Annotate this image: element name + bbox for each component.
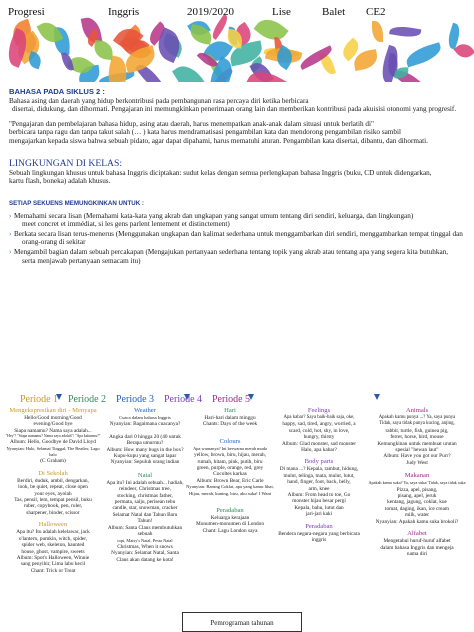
col5-text: pisang, apel, jeruk [397, 493, 437, 500]
periode-5-label: Periode 5 [212, 394, 251, 405]
leaf-decoration [172, 60, 210, 82]
bahasa-line-3: "Pengajaran dan pembelajaran bahasa hidup, asing atau daerah, harus menempatkan anak-anak dalam situasi untuk berlatih di" [9, 119, 374, 128]
col2-text: Kupu-kupu yang sangat lapar [113, 453, 177, 460]
header-part-progresi: Progresi [8, 6, 45, 18]
periode-row [20, 390, 470, 406]
setiap-bullet-1-line-b: meet concret et immédiat, si les gens parlent lentement et distinctement) [22, 220, 230, 229]
col3-text: Apa warnanya? Ini berwarna merah muda [193, 445, 267, 451]
col4-text: scard, cold, hot, shy, in love, [288, 427, 350, 434]
col3-category-peradaban: Peradaban [216, 507, 244, 515]
col1-text: Nyanyian: Halo, Selamat Tinggal, The Beatles; Lagu halo [6, 445, 100, 458]
setiap-bullet-3-line-a: Mengambil bagian dalam sebuah percakapan (Mengajukan pertanyaan sederhana tentang topik yang akrab atau tentang apa yang segera kita butuhkan, [14, 247, 449, 256]
col5-text: spesial "hewan laut" [395, 447, 439, 454]
col4-text: Album: From head to toe, Go [287, 492, 351, 499]
col5-text: Kemungkinan untuk membuat urutan [377, 440, 457, 447]
col5-text: kentang, jagung, coklat, kue [387, 499, 447, 506]
setiap-bullet-2 [9, 230, 466, 247]
col5-text: Apakah kamu punya ...? Ya, saya punya [378, 415, 456, 420]
col3-category-hari: Hari [224, 407, 236, 414]
col1-text: Album: Spot's Halloween, Winnie [16, 554, 90, 561]
col1-text: Chant: Trick or Treat [30, 567, 76, 574]
leaf-decoration [372, 21, 384, 42]
header-title-row [0, 6, 474, 22]
col1-block-2 [4, 478, 102, 516]
col1-text: o'lantern, pumkin, witch, spider, [18, 535, 88, 542]
col3-block-1 [186, 415, 274, 428]
section-setiap-title: SETIAP SEKUENS MEMUNGKINKAN UNTUK : [9, 200, 144, 207]
col4-text: happy, sad, tired, angry, worried, a [282, 421, 356, 428]
col2-text: stocking, christmas father, [117, 492, 173, 499]
col4-text: mulut, telinga, mata, mulut, lutut, [283, 472, 355, 479]
col2-text: Berapa umurmu? [126, 440, 164, 447]
setiap-bullet-3 [9, 248, 466, 265]
column-periode-2 [100, 407, 190, 568]
col3-text: Chants: Days of the week [202, 421, 258, 428]
col4-category-feelings: Feelings [307, 407, 331, 414]
col3-text: Hari-hari dalam minggu [204, 415, 256, 421]
col4-block-2 [272, 466, 366, 517]
col2-text: reindeer, Christmas tree, [119, 486, 171, 493]
col2-text: Claus akan datang ke kota! [116, 556, 174, 563]
lingkungan-line-2: kartu flash, boneka) adalah khusus. [9, 177, 111, 186]
col1-text: "Hey"! "Siapa namamu? Nama saya adalah"\ "Apa kabarmu?" [5, 434, 101, 439]
header-banner [0, 0, 474, 82]
setiap-bullet-2-line-b: orang-orang di sekitar [22, 238, 86, 247]
periode-3-label: Periode 3 [116, 394, 155, 405]
col2-text: Album: Santa Claus membutuhkan sebuah [107, 524, 183, 538]
col1-text: Berdiri, duduk, ambil, dengarkan, [17, 477, 89, 484]
col4-text: hungry, thirsty [303, 434, 335, 441]
col1-category-sekolah: Di Sekolah [38, 469, 68, 477]
col1-block-1 [4, 415, 102, 465]
col4-text: Halo, apa kabar? [301, 447, 337, 454]
col2-text: Angka dari 0 hingga 20 (40 untuk [109, 433, 181, 440]
col4-text: Di mana ...? Kepala, rambut, hidung, [279, 466, 359, 473]
col4-text: Apa kabar? Saya baik-baik saja, oke, [283, 415, 355, 420]
col1-category-menyapa: Mengekspresikan diri - Menyapa [9, 407, 97, 414]
col3-text: yellow, brown, biru, hijau, merah, [194, 452, 266, 459]
col3-text: Chant: Lagu London saya [202, 527, 258, 534]
section-bahasa-title: BAHASA PADA SIKLUS 2 : [9, 87, 105, 96]
col5-category-animals: Animals [405, 407, 429, 414]
col2-text: permata, salju, perisean tebu [114, 499, 176, 506]
header-part-balet: Balet [322, 6, 346, 18]
col4-text: jari-jari kaki [305, 511, 333, 518]
col4-block-3 [272, 531, 366, 544]
col2-category-weather: Weather [134, 407, 156, 414]
col3-text: Cocoltes karkas [213, 471, 247, 478]
col4-text: monster hijau besar pergi [292, 498, 346, 505]
col2-text: Cuaca dalam bahasa Inggris [119, 415, 171, 420]
col3-text: Monumen-monumen di London [196, 521, 264, 528]
leaf-decoration [189, 24, 214, 44]
bullet-icon: › [9, 247, 12, 256]
setiap-bullet-3-line-b: serta menjawab pertanyaan semacam itu) [22, 256, 141, 265]
col1-text: Hello/Good morning/Good [24, 415, 82, 421]
periode-4-label: Periode 4 [164, 394, 203, 405]
col5-text: Tidak, saya tidak punya kucing, anjing, [379, 421, 455, 427]
col3-text: rumah, hitam, pink, putih, biru [197, 458, 263, 465]
col1-text: your eyes, ayolah [34, 490, 72, 497]
leaf-decoration [404, 41, 444, 67]
col2-text: topi, Maisy's Natal, Pesta Natal [117, 537, 173, 543]
section-bahasa [9, 88, 466, 146]
col4-block-1 [272, 415, 366, 453]
col1-category-halloween: Halloween [38, 521, 68, 529]
col3-category-colours: Colours [219, 437, 241, 445]
col5-text: nama diri [406, 550, 428, 557]
col3-text: Album: Brown Bear, Eric Carle [196, 477, 264, 484]
col2-text: candle, star, snowman, cracker [112, 505, 178, 512]
column-periode-3 [186, 407, 274, 539]
col2-block-1 [100, 415, 190, 466]
col3-text: green, purple, orange, red, grey [196, 465, 264, 472]
col1-text: sang penyihir, Lima labu kecil [20, 561, 86, 568]
col1-text: house, ghost, vampire, sweets [21, 548, 85, 555]
col5-text: ferret, horse, bird, mouse [390, 434, 444, 441]
leaf-decoration [389, 24, 422, 39]
header-part-year: 2019/2020 [187, 6, 235, 18]
col5-text: Nyanyian: Apakah kamu suka brokoli? [375, 518, 459, 525]
col2-category-natal: Natal [137, 471, 153, 479]
header-part-class: CE2 [366, 6, 386, 18]
col5-text: milk, water [404, 512, 430, 519]
col1-text: Siapa namamu? Nama saya adalah... [14, 427, 92, 434]
col1-text: Tas, pensil, lem, tempat pensil, buku [14, 497, 92, 504]
col3-text: Nyanyian: Barung Coklat, apa yang kamu lihat, [186, 484, 274, 490]
setiap-bullet-1-line-a: Memahami secara lisan (Memahami kata-kata yang akrab dan ungkapan yang sangat umum tentang diri sendiri, keluarga, dan lingkungan) [14, 211, 414, 220]
bahasa-line-1: Bahasa asing dan daerah yang hidup berkontribusi pada pembangunan rasa percaya diri ketika berbicara [9, 96, 309, 105]
footer-pemrograman-box: Pemrograman tahunan [182, 612, 302, 632]
col3-block-3 [186, 515, 274, 534]
lingkungan-line-1: Sebuah lingkungan khusus untuk bahasa Inggris diciptakan: sudut kelas dengan semua perlengkapan bahasa Inggris (buku, CD untuk didengarkan, [9, 168, 432, 177]
col1-text: spider web, skeleton, haunted [21, 542, 85, 549]
col2-text: Tahun! [137, 518, 153, 525]
setiap-bullet-2-line-a: Berkata secara lisan terus-menerus (Menggunakan ungkapan dan kalimat sederhana untuk menggambarkan diri sendiri, menggambarkan tempat tinggal dan [14, 229, 463, 238]
col5-category-alfabet: Alfabet [407, 530, 427, 538]
col5-text: Mengetahui huruf-huruf alfabet [383, 538, 451, 545]
col2-text: Nyanyian: Selamat Natal, Santa [111, 550, 179, 557]
col5-text: Judy West [406, 459, 428, 466]
col2-text: Christmas, When it snows [117, 543, 173, 550]
col5-block-3 [364, 538, 470, 557]
col3-text: Keluarga kerajaan [210, 515, 250, 522]
col1-text: look, be quiet, repeat, close open [18, 484, 88, 491]
bahasa-line-4: berbicara tanpa ragu dan tanpa takut salah (… ) kata harus mendramatisasi pengambilan kata dan mendorong pengambilan risiko sambil [9, 128, 401, 137]
col2-text: Nyanyian: Bagaimana cuacanya? [109, 421, 181, 428]
col4-text: Bendera negara-negara yang berbicara [278, 530, 360, 537]
arrow-down-icon [374, 394, 380, 400]
bahasa-line-2: disertai, didukung, dan dihormati. Pengajaran ini memungkinkan penerimaan orang lain dan memberikan kontribusi pada akuisisi otonomi yang progresif. [12, 105, 457, 114]
col1-text: ruber, copybook, pen, ruler, [23, 503, 83, 510]
col2-text: Nyanyian: Sepuluh orang indian [110, 459, 180, 466]
col5-block-1 [364, 415, 470, 466]
col5-text: Album: Have you got our Purr? [383, 453, 451, 460]
bahasa-line-5: mengajarkan kepada siswa bahwa sebuah pidato, agar dapat dipahami, harus mematuhi aturan. Pengambilan kata disertai, dibantu, dan dihormati. [9, 136, 428, 145]
col4-text: Album: Glad monster, sad monster [281, 440, 357, 447]
col4-text: inggris [311, 537, 327, 544]
bullet-icon: › [9, 229, 12, 238]
section-lingkungan [9, 160, 466, 186]
leaf-decoration [26, 51, 43, 69]
col1-text: (C Graham) [40, 458, 66, 465]
col5-text: tomat, daging, ikan, ice cream [385, 505, 449, 512]
col3-text: Hijau, merah, kuning, biru, aku suka! I Want [188, 490, 272, 496]
col4-text: arm, knee [308, 485, 330, 492]
column-periode-1 [4, 407, 102, 579]
header-part-inggris: Inggris [108, 6, 140, 18]
periode-2-label: Periode 2 [68, 394, 107, 405]
col5-text: Pizza, apel, pisang, [396, 486, 438, 493]
col4-category-peradaban: Peradaban [305, 522, 333, 530]
setiap-bullet-1 [9, 212, 466, 229]
col2-block-2 [100, 480, 190, 563]
col5-text: dalam bahasa Inggris dan mengeja [380, 544, 454, 551]
section-setiap [9, 200, 466, 265]
col2-text: Selamat Natal dan Tahun Baru [112, 511, 178, 518]
col5-text: rabbit, turtle, fish, guinea pig, [385, 427, 449, 434]
section-lingkungan-title: LINGKUNGAN DI KELAS: [9, 158, 122, 169]
column-periode-4 [272, 407, 366, 549]
periode-1-label: Periode 1 [20, 394, 59, 405]
col1-text: Album: Hello, Goodbye de David Lloyd [10, 439, 96, 446]
col4-text: Kepala, bahu, lutut dan [294, 504, 344, 511]
col2-text: Album: How many bugs in the box? [106, 446, 184, 453]
col5-block-2 [364, 480, 470, 525]
col5-category-makanan: Makanan [404, 472, 430, 480]
leaf-decoration [93, 40, 114, 60]
col2-text: Apa itu? Ini adalah sebuah... hadiah, [106, 479, 184, 486]
col4-category-body-parts: Body parts [304, 458, 334, 466]
bullet-icon: › [9, 211, 12, 220]
col1-text: Apa itu? Itu adalah kelelawar, jack [16, 529, 90, 536]
col4-text: hand, finger, foot, back, belly, [287, 479, 351, 486]
col1-block-3 [4, 529, 102, 574]
col1-text: evening/Good bye [33, 421, 73, 428]
col1-text: sharpener, binder, scissor [26, 509, 80, 516]
header-part-lise: Lise [272, 6, 291, 18]
col3-block-2 [186, 446, 274, 497]
column-periode-5 [364, 407, 470, 562]
col5-text: Apakah kamu suka? Ya, saya suka/ Tidak, saya tidak suka [368, 480, 466, 486]
